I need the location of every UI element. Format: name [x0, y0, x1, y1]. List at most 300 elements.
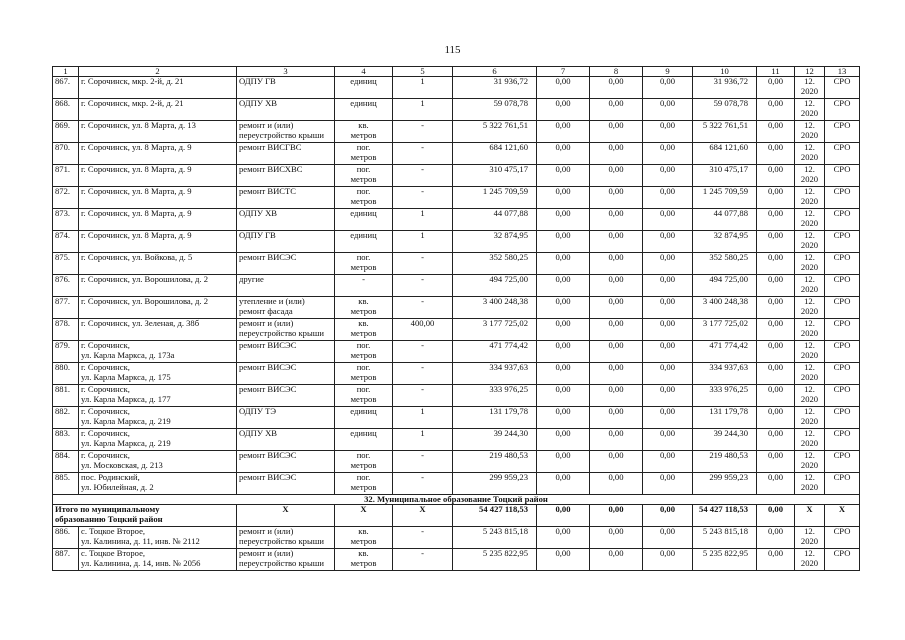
table-row	[53, 209, 860, 231]
table-cell: 0,00	[590, 121, 643, 143]
table-cell: г. Сорочинск, мкр. 2-й, д. 21	[79, 77, 237, 99]
table-cell: 12. 2020	[795, 187, 825, 209]
table-row	[53, 297, 860, 319]
table-cell: 12. 2020	[795, 385, 825, 407]
table-cell: СРО	[825, 429, 860, 451]
table-cell: 5 235 822,95	[453, 549, 537, 571]
table-cell: кв. метров	[335, 121, 393, 143]
table-cell: 12. 2020	[795, 319, 825, 341]
table-cell: 0,00	[643, 385, 693, 407]
table-cell: -	[393, 341, 453, 363]
table-cell: 0,00	[757, 341, 795, 363]
table-cell: 5 322 761,51	[453, 121, 537, 143]
table-cell: 1	[393, 77, 453, 99]
table-cell: -	[393, 121, 453, 143]
table-row	[53, 121, 860, 143]
total-cell: X	[795, 505, 825, 527]
table-cell: 5 243 815,18	[693, 527, 757, 549]
table-cell: 471 774,42	[693, 341, 757, 363]
table-cell: 12. 2020	[795, 363, 825, 385]
table-cell: 334 937,63	[693, 363, 757, 385]
table-cell: 12. 2020	[795, 549, 825, 571]
table-row	[53, 341, 860, 363]
table-cell: 131 179,78	[693, 407, 757, 429]
table-cell: 12. 2020	[795, 429, 825, 451]
table-cell: 0,00	[537, 429, 590, 451]
table-cell: г. Сорочинск, ул. Войкова, д. 5	[79, 253, 237, 275]
table-cell: 0,00	[537, 451, 590, 473]
table-cell: единиц	[335, 429, 393, 451]
table-cell: с. Тоцкое Второе, ул. Калинина, д. 11, инв. № 2112	[79, 527, 237, 549]
table-cell: 0,00	[537, 143, 590, 165]
table-cell: 0,00	[537, 165, 590, 187]
table-cell: СРО	[825, 209, 860, 231]
table-cell: -	[393, 275, 453, 297]
header-row	[53, 67, 860, 77]
column-header: 13	[825, 67, 860, 77]
table-cell: 31 936,72	[453, 77, 537, 99]
table-cell: 400,00	[393, 319, 453, 341]
table-cell: 310 475,17	[453, 165, 537, 187]
table-cell: 0,00	[643, 363, 693, 385]
table-cell: ремонт ВИСЭС	[237, 385, 335, 407]
table-cell: 0,00	[643, 77, 693, 99]
table-cell: единиц	[335, 407, 393, 429]
table-cell: -	[393, 143, 453, 165]
table-cell: 5 235 822,95	[693, 549, 757, 571]
table-cell: пог. метров	[335, 473, 393, 495]
table-row	[53, 275, 860, 297]
table-cell: ремонт и (или) переустройство крыши	[237, 121, 335, 143]
section-header-row	[53, 495, 860, 505]
table-cell: 0,00	[590, 143, 643, 165]
table-cell: ОДПУ ХВ	[237, 99, 335, 121]
table-cell: 32 874,95	[453, 231, 537, 253]
table-cell: кв. метров	[335, 527, 393, 549]
table-cell: 0,00	[757, 275, 795, 297]
table-cell: с. Тоцкое Второе, ул. Калинина, д. 14, инв. № 2056	[79, 549, 237, 571]
table-cell: 39 244,30	[693, 429, 757, 451]
table-cell: 0,00	[643, 143, 693, 165]
table-row	[53, 77, 860, 99]
table-cell: 879.	[53, 341, 79, 363]
table-row	[53, 187, 860, 209]
total-label: Итого по муниципальному образованию Тоцкий район	[53, 505, 237, 527]
table-cell: ремонт ВИСГВС	[237, 143, 335, 165]
table-cell: 334 937,63	[453, 363, 537, 385]
table-cell: 0,00	[590, 473, 643, 495]
table-cell: 0,00	[537, 231, 590, 253]
table-cell: 333 976,25	[693, 385, 757, 407]
table-cell: 1	[393, 429, 453, 451]
table-cell: СРО	[825, 231, 860, 253]
table-cell: 0,00	[757, 429, 795, 451]
table-row	[53, 165, 860, 187]
table-cell: СРО	[825, 451, 860, 473]
table-cell: СРО	[825, 407, 860, 429]
page-number: 115	[444, 44, 461, 56]
table-cell: 0,00	[537, 549, 590, 571]
table-cell: пог. метров	[335, 385, 393, 407]
column-header: 10	[693, 67, 757, 77]
table-row	[53, 99, 860, 121]
table-cell: СРО	[825, 363, 860, 385]
column-header: 3	[237, 67, 335, 77]
table-row	[53, 429, 860, 451]
total-cell: X	[825, 505, 860, 527]
table-cell: 0,00	[757, 99, 795, 121]
table-cell: 32 874,95	[693, 231, 757, 253]
table-cell: 0,00	[537, 527, 590, 549]
table-cell: 3 400 248,38	[693, 297, 757, 319]
table-cell: 867.	[53, 77, 79, 99]
table-cell: 0,00	[757, 297, 795, 319]
table-cell: 872.	[53, 187, 79, 209]
table-cell: пог. метров	[335, 253, 393, 275]
table-cell: 0,00	[590, 429, 643, 451]
table-cell: 0,00	[537, 187, 590, 209]
table-cell: ремонт ВИСЭС	[237, 341, 335, 363]
column-header: 5	[393, 67, 453, 77]
capital-repair-table	[52, 66, 860, 571]
table-cell: 0,00	[537, 99, 590, 121]
table-cell: 0,00	[537, 385, 590, 407]
table-cell: 3 400 248,38	[453, 297, 537, 319]
table-cell: 12. 2020	[795, 527, 825, 549]
column-header: 1	[53, 67, 79, 77]
table-cell: 868.	[53, 99, 79, 121]
table-cell: пог. метров	[335, 341, 393, 363]
table-cell: 874.	[53, 231, 79, 253]
column-header: 9	[643, 67, 693, 77]
total-cell: X	[393, 505, 453, 527]
table-cell: 0,00	[757, 253, 795, 275]
table-cell: 219 480,53	[693, 451, 757, 473]
column-header: 11	[757, 67, 795, 77]
table-cell: единиц	[335, 209, 393, 231]
table-row	[53, 253, 860, 275]
table-cell: -	[393, 451, 453, 473]
table-cell: 0,00	[590, 275, 643, 297]
table-cell: г. Сорочинск, ул. Карла Маркса, д. 175	[79, 363, 237, 385]
table-cell: кв. метров	[335, 549, 393, 571]
table-cell: г. Сорочинск, ул. Московская, д. 213	[79, 451, 237, 473]
table-cell: 0,00	[757, 143, 795, 165]
table-cell: 0,00	[757, 451, 795, 473]
table-cell: 299 959,23	[693, 473, 757, 495]
table-cell: 0,00	[757, 385, 795, 407]
table-cell: 3 177 725,02	[453, 319, 537, 341]
total-cell: X	[237, 505, 335, 527]
table-cell: 0,00	[590, 363, 643, 385]
table-cell: 873.	[53, 209, 79, 231]
table-cell: 0,00	[537, 341, 590, 363]
table-cell: 12. 2020	[795, 407, 825, 429]
table-cell: 0,00	[757, 549, 795, 571]
table-cell: 0,00	[537, 275, 590, 297]
table-row	[53, 407, 860, 429]
table-cell: 0,00	[590, 297, 643, 319]
table-cell: 0,00	[643, 527, 693, 549]
table-cell: 5 322 761,51	[693, 121, 757, 143]
table-row	[53, 549, 860, 571]
table-cell: 0,00	[643, 275, 693, 297]
table-cell: 12. 2020	[795, 209, 825, 231]
table-cell: -	[335, 275, 393, 297]
table-cell: 884.	[53, 451, 79, 473]
table-cell: г. Сорочинск, ул. Карла Маркса, д. 177	[79, 385, 237, 407]
table-cell: г. Сорочинск, ул. Ворошилова, д. 2	[79, 297, 237, 319]
table-cell: 0,00	[590, 549, 643, 571]
table-cell: 0,00	[757, 319, 795, 341]
table-cell: СРО	[825, 319, 860, 341]
table-cell: СРО	[825, 549, 860, 571]
table-cell: 299 959,23	[453, 473, 537, 495]
column-number-header	[53, 67, 860, 77]
table-cell: ремонт ВИСЭС	[237, 253, 335, 275]
table-cell: 0,00	[757, 209, 795, 231]
table-row	[53, 319, 860, 341]
table-cell: 0,00	[643, 121, 693, 143]
table-cell: 0,00	[643, 165, 693, 187]
table-cell: СРО	[825, 187, 860, 209]
table-cell: 876.	[53, 275, 79, 297]
table-cell: 0,00	[757, 527, 795, 549]
table-cell: 882.	[53, 407, 79, 429]
table-cell: 0,00	[757, 473, 795, 495]
table-cell: 0,00	[590, 165, 643, 187]
table-cell: 0,00	[537, 77, 590, 99]
table-cell: 494 725,00	[693, 275, 757, 297]
table-cell: 1	[393, 209, 453, 231]
table-cell: 44 077,88	[453, 209, 537, 231]
table-cell: СРО	[825, 143, 860, 165]
table-cell: 0,00	[643, 473, 693, 495]
table-cell: 0,00	[537, 319, 590, 341]
table-cell: 0,00	[757, 363, 795, 385]
total-cell: 0,00	[643, 505, 693, 527]
table-cell: 0,00	[757, 165, 795, 187]
table-cell: г. Сорочинск, ул. 8 Марта, д. 13	[79, 121, 237, 143]
table-cell: -	[393, 297, 453, 319]
table-cell: г. Сорочинск, мкр. 2-й, д. 21	[79, 99, 237, 121]
table-cell: г. Сорочинск, ул. Карла Маркса, д. 173а	[79, 341, 237, 363]
table-cell: 0,00	[590, 319, 643, 341]
table-cell: ремонт и (или) переустройство крыши	[237, 319, 335, 341]
table-cell: ремонт ВИСХВС	[237, 165, 335, 187]
table-row	[53, 473, 860, 495]
table-row	[53, 363, 860, 385]
table-cell: 887.	[53, 549, 79, 571]
table-cell: ОДПУ ГВ	[237, 231, 335, 253]
table-cell: пос. Родинский, ул. Юбилейная, д. 2	[79, 473, 237, 495]
table-cell: 0,00	[757, 77, 795, 99]
table-cell: 352 580,25	[693, 253, 757, 275]
table-cell: СРО	[825, 385, 860, 407]
table-cell: 885.	[53, 473, 79, 495]
table-row	[53, 231, 860, 253]
table-cell: 877.	[53, 297, 79, 319]
table-cell: 12. 2020	[795, 297, 825, 319]
table-cell: 684 121,60	[453, 143, 537, 165]
table-cell: СРО	[825, 473, 860, 495]
table-cell: ремонт ВИСЭС	[237, 473, 335, 495]
table-cell: 12. 2020	[795, 253, 825, 275]
total-cell: 0,00	[757, 505, 795, 527]
table-row	[53, 451, 860, 473]
table-cell: СРО	[825, 275, 860, 297]
table-cell: г. Сорочинск, ул. 8 Марта, д. 9	[79, 165, 237, 187]
table-cell: 871.	[53, 165, 79, 187]
table-cell: 0,00	[590, 341, 643, 363]
table-body	[53, 77, 860, 571]
total-cell: 54 427 118,53	[453, 505, 537, 527]
table-cell: пог. метров	[335, 187, 393, 209]
table-cell: 0,00	[537, 209, 590, 231]
table-cell: ОДПУ ХВ	[237, 429, 335, 451]
table-cell: 1 245 709,59	[693, 187, 757, 209]
table-cell: СРО	[825, 77, 860, 99]
table-cell: 131 179,78	[453, 407, 537, 429]
table-cell: -	[393, 549, 453, 571]
table-cell: 310 475,17	[693, 165, 757, 187]
table-cell: 59 078,78	[693, 99, 757, 121]
table-cell: ремонт ВИСТС	[237, 187, 335, 209]
table-cell: -	[393, 473, 453, 495]
table-cell: пог. метров	[335, 165, 393, 187]
table-cell: 878.	[53, 319, 79, 341]
table-cell: г. Сорочинск, ул. 8 Марта, д. 9	[79, 231, 237, 253]
table-cell: 0,00	[537, 363, 590, 385]
table-cell: единиц	[335, 231, 393, 253]
table-cell: 881.	[53, 385, 79, 407]
table-cell: пог. метров	[335, 143, 393, 165]
table-cell: -	[393, 187, 453, 209]
table-cell: 44 077,88	[693, 209, 757, 231]
table-cell: 0,00	[643, 297, 693, 319]
table-cell: 12. 2020	[795, 165, 825, 187]
table-cell: кв. метров	[335, 297, 393, 319]
table-cell: г. Сорочинск, ул. Ворошилова, д. 2	[79, 275, 237, 297]
table-cell: -	[393, 363, 453, 385]
table-cell: ремонт ВИСЭС	[237, 363, 335, 385]
table-cell: СРО	[825, 121, 860, 143]
table-cell: г. Сорочинск, ул. Карла Маркса, д. 219	[79, 429, 237, 451]
table-cell: 31 936,72	[693, 77, 757, 99]
table-cell: 0,00	[537, 473, 590, 495]
table-cell: 12. 2020	[795, 451, 825, 473]
total-row	[53, 505, 860, 527]
table-cell: ремонт ВИСЭС	[237, 451, 335, 473]
table-cell: 0,00	[643, 451, 693, 473]
table-cell: 0,00	[590, 253, 643, 275]
table-cell: 12. 2020	[795, 99, 825, 121]
total-cell: 54 427 118,53	[693, 505, 757, 527]
column-header: 2	[79, 67, 237, 77]
column-header: 7	[537, 67, 590, 77]
table-cell: 12. 2020	[795, 341, 825, 363]
table-cell: пог. метров	[335, 451, 393, 473]
table-cell: 869.	[53, 121, 79, 143]
table-cell: г. Сорочинск, ул. 8 Марта, д. 9	[79, 187, 237, 209]
table-cell: 0,00	[757, 121, 795, 143]
table-cell: 1 245 709,59	[453, 187, 537, 209]
table-cell: 0,00	[590, 231, 643, 253]
table-cell: г. Сорочинск, ул. Зеленая, д. 38б	[79, 319, 237, 341]
table-cell: СРО	[825, 527, 860, 549]
table-cell: г. Сорочинск, ул. 8 Марта, д. 9	[79, 143, 237, 165]
table-cell: 880.	[53, 363, 79, 385]
column-header: 4	[335, 67, 393, 77]
table-cell: единиц	[335, 77, 393, 99]
table-cell: 1	[393, 99, 453, 121]
table-cell: 0,00	[537, 407, 590, 429]
table-cell: ремонт и (или) переустройство крыши	[237, 549, 335, 571]
table-cell: 494 725,00	[453, 275, 537, 297]
column-header: 12	[795, 67, 825, 77]
table-cell: 0,00	[537, 253, 590, 275]
table-cell: 3 177 725,02	[693, 319, 757, 341]
column-header: 8	[590, 67, 643, 77]
table-cell: 886.	[53, 527, 79, 549]
table-cell: 471 774,42	[453, 341, 537, 363]
table-cell: 0,00	[757, 407, 795, 429]
table-cell: 875.	[53, 253, 79, 275]
table-cell: 0,00	[643, 99, 693, 121]
table-cell: -	[393, 527, 453, 549]
table-row	[53, 143, 860, 165]
table-cell: 1	[393, 407, 453, 429]
table-cell: 12. 2020	[795, 143, 825, 165]
table-cell: -	[393, 385, 453, 407]
table-cell: СРО	[825, 253, 860, 275]
table-cell: -	[393, 165, 453, 187]
table-cell: 219 480,53	[453, 451, 537, 473]
table-cell: г. Сорочинск, ул. 8 Марта, д. 9	[79, 209, 237, 231]
total-cell: X	[335, 505, 393, 527]
total-cell: 0,00	[590, 505, 643, 527]
table-cell: пог. метров	[335, 363, 393, 385]
table-cell: 12. 2020	[795, 231, 825, 253]
table-cell: ОДПУ ТЭ	[237, 407, 335, 429]
table-cell: 0,00	[590, 99, 643, 121]
table-cell: другие	[237, 275, 335, 297]
table-cell: 0,00	[590, 385, 643, 407]
table-cell: 0,00	[590, 77, 643, 99]
table-cell: 0,00	[643, 341, 693, 363]
table-cell: 0,00	[643, 231, 693, 253]
table-cell: 0,00	[590, 451, 643, 473]
table-cell: 12. 2020	[795, 275, 825, 297]
table-cell: 0,00	[643, 209, 693, 231]
table-cell: 0,00	[537, 297, 590, 319]
table-cell: -	[393, 253, 453, 275]
table-cell: 684 121,60	[693, 143, 757, 165]
column-header: 6	[453, 67, 537, 77]
table-cell: 0,00	[590, 209, 643, 231]
table-cell: 883.	[53, 429, 79, 451]
table-cell: 1	[393, 231, 453, 253]
table-cell: 0,00	[757, 187, 795, 209]
table-cell: СРО	[825, 297, 860, 319]
table-row	[53, 527, 860, 549]
table-cell: СРО	[825, 165, 860, 187]
table-cell: 0,00	[590, 187, 643, 209]
table-cell: ОДПУ ХВ	[237, 209, 335, 231]
table-cell: 870.	[53, 143, 79, 165]
section-title: 32. Муниципальное образование Тоцкий район	[53, 495, 860, 505]
table-cell: 333 976,25	[453, 385, 537, 407]
